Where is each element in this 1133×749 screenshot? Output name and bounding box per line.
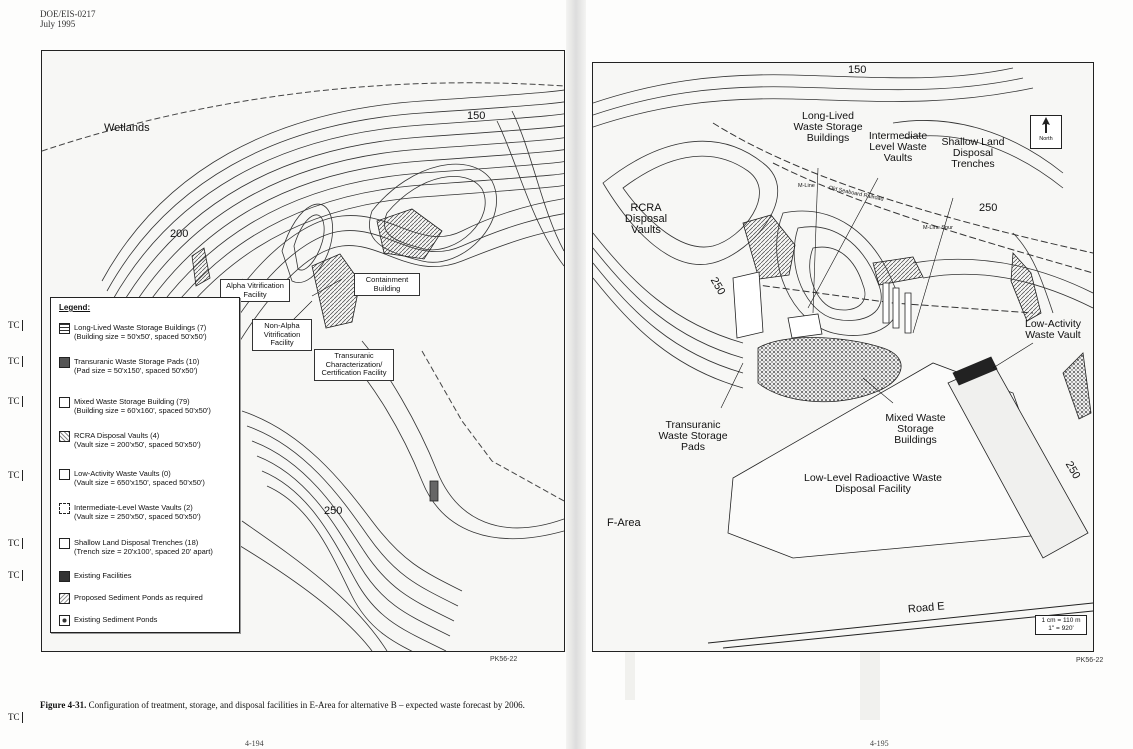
label-mixed-waste-buildings: Mixed Waste Storage Buildings — [885, 412, 946, 446]
doc-date: July 1995 — [40, 19, 76, 29]
outline-swatch-icon — [59, 469, 70, 480]
contour-label-250c: 250 — [1062, 459, 1083, 482]
legend-item-name: Existing Facilities — [74, 571, 132, 580]
legend-item-name: Proposed Sediment Ponds as required — [74, 593, 203, 602]
label-shallow-trenches: Shallow Land Disposal Trenches — [941, 136, 1005, 170]
label-rcra-vaults: RCRA Disposal Vaults — [624, 202, 668, 236]
contour-label-250b: 250 — [979, 202, 998, 214]
page-number-right: 4-195 — [870, 739, 889, 748]
figure-caption-text: Configuration of treatment, storage, and disposal facilities in E-Area for alternative B – expected waste forecast by 2006. — [88, 700, 525, 710]
scale-metric: 1 cm = 110 m — [1041, 617, 1081, 624]
legend-item-name: Existing Sediment Ponds — [74, 615, 158, 624]
contour-label-250: 250 — [707, 275, 728, 298]
right-contour-map — [593, 63, 1093, 651]
legend-item-name: Low-Activity Waste Vaults (0) — [74, 469, 171, 478]
figure-caption — [40, 700, 540, 711]
label-low-activity-vault: Low-Activity Waste Vault — [1024, 318, 1081, 341]
legend-item-detail: (Vault size = 250'x50', spaced 50'x50') — [74, 512, 201, 521]
legend-title: Legend: — [59, 303, 91, 312]
legend-item-detail: (Vault size = 200'x50', spaced 50'x50') — [74, 440, 201, 449]
legend-item-name: RCRA Disposal Vaults (4) — [74, 431, 160, 440]
north-arrow-icon — [1038, 116, 1054, 134]
contour-label-250: 250 — [324, 505, 343, 517]
tc-mark: TC — [8, 320, 23, 331]
dashed-swatch-icon — [59, 503, 70, 514]
label-intermediate-vaults: Intermediate Level Waste Vaults — [868, 130, 928, 164]
empty-swatch-icon — [59, 397, 70, 408]
figure-label: Figure 4-31. — [40, 700, 87, 710]
grid-swatch-icon — [59, 323, 70, 334]
legend-item-detail: (Trench size = 20'x100', spaced 20' apart) — [74, 547, 213, 556]
legend-item-name: Transuranic Waste Storage Pads (10) — [74, 357, 200, 366]
label-road-e: Road E — [907, 600, 946, 616]
page-code-right: PK56-22 — [1076, 657, 1104, 664]
legend-item-detail: (Vault size = 650'x150', spaced 50'x50') — [74, 478, 205, 487]
label-alpha-vitrification: Alpha Vitrification Facility — [220, 279, 290, 302]
doc-id: DOE/EIS-0217 — [40, 9, 96, 19]
tc-mark: TC — [8, 470, 23, 481]
wavy-swatch-icon — [59, 593, 70, 604]
tc-mark: TC — [8, 356, 23, 367]
contour-label-150: 150 — [848, 64, 867, 76]
scale-box — [1035, 615, 1087, 635]
tc-mark: TC — [8, 396, 23, 407]
legend-item-detail: (Pad size = 50'x150', spaced 50'x50') — [74, 366, 198, 375]
right-map-panel — [592, 62, 1094, 652]
label-non-alpha-vitrification: Non-Alpha Vitrification Facility — [252, 319, 312, 351]
label-long-lived-buildings: Long-Lived Waste Storage Buildings — [793, 110, 863, 144]
tc-mark: TC — [8, 538, 23, 549]
scale-imperial: 1" = 920' — [1048, 625, 1074, 632]
tc-mark: TC — [8, 712, 23, 723]
contour-label-200: 200 — [170, 228, 189, 240]
label-llrwdf: Low-Level Radioactive Waste Disposal Facility — [804, 472, 942, 495]
label-wetlands: Wetlands — [104, 122, 150, 134]
north-label: North — [1039, 136, 1053, 142]
legend-item-detail: (Building size = 60'x160', spaced 50'x50') — [74, 406, 211, 415]
label-transuranic-certification: Transuranic Characterization/ Certification Facility — [314, 349, 394, 381]
contour-label-150: 150 — [467, 110, 486, 122]
label-transuranic-pads: Transuranic Waste Storage Pads — [658, 419, 728, 453]
legend-item-detail: (Building size = 50'x50', spaced 50'x50') — [74, 332, 207, 341]
legend-item-name: Long-Lived Waste Storage Buildings (7) — [74, 323, 207, 332]
label-containment-building: Containment Building — [354, 273, 420, 296]
hatch-swatch-icon — [59, 431, 70, 442]
page-number-left: 4-194 — [245, 739, 264, 748]
label-m-line-spur: M-Line Spur — [923, 225, 953, 231]
label-railroad: Old Seaboard Railroad — [828, 185, 885, 203]
empty-swatch-icon — [59, 538, 70, 549]
page-code-left: PK56-22 — [490, 656, 518, 663]
solid-swatch-icon — [59, 571, 70, 582]
stipple-swatch-icon — [59, 357, 70, 368]
page-gutter — [566, 0, 586, 749]
document-header — [40, 9, 96, 29]
legend-item-name: Shallow Land Disposal Trenches (18) — [74, 538, 199, 547]
pond-swatch-icon — [59, 615, 70, 626]
map-legend — [50, 297, 240, 633]
tc-mark: TC — [8, 570, 23, 581]
north-arrow — [1030, 115, 1062, 149]
legend-item-name: Intermediate-Level Waste Vaults (2) — [74, 503, 193, 512]
label-f-area: F-Area — [607, 517, 641, 529]
label-m-line: M-Line — [798, 183, 815, 189]
legend-item-name: Mixed Waste Storage Building (79) — [74, 397, 190, 406]
